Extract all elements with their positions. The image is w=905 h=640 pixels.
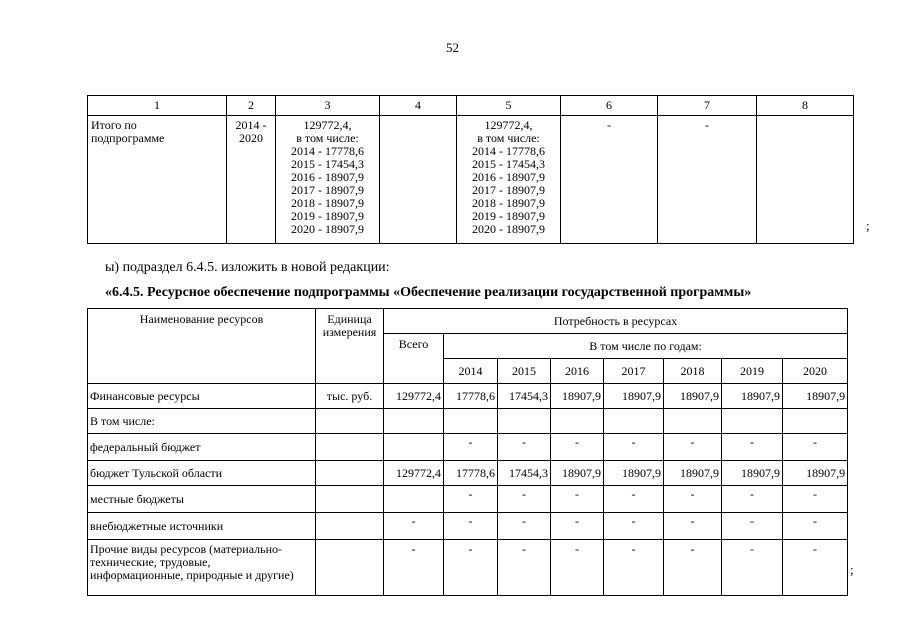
amendment-paragraph: ы) подраздел 6.4.5. изложить в новой редакции: — [105, 260, 390, 275]
row-unit — [316, 513, 384, 540]
total-header: Всего — [384, 334, 444, 384]
row-value: - — [604, 486, 664, 513]
table1-col-header: 1 — [88, 96, 227, 116]
row-total: 129772,4 — [384, 384, 444, 409]
row-value — [551, 409, 604, 434]
row-value: 18907,9 — [604, 461, 664, 486]
row-name: федеральный бюджет — [88, 434, 316, 461]
row-value — [783, 409, 848, 434]
row-value: 18907,9 — [722, 461, 783, 486]
row-value: - — [664, 486, 722, 513]
row-value: - — [551, 434, 604, 461]
table-row — [88, 461, 848, 486]
row-col8 — [757, 116, 854, 244]
row-value: 18907,9 — [551, 461, 604, 486]
year-header: 2015 — [498, 359, 551, 384]
table1-col-header: 2 — [227, 96, 276, 116]
year-header: 2017 — [604, 359, 664, 384]
row-unit: тыс. руб. — [316, 384, 384, 409]
row-name: Прочие виды ресурсов (материально- технические, трудовые, информационные, природные и другие) — [88, 540, 316, 596]
by-years-header: В том числе по годам: — [444, 334, 848, 359]
row-value — [604, 409, 664, 434]
table-row — [88, 486, 848, 513]
row-value: - — [604, 434, 664, 461]
table1-col-header: 4 — [380, 96, 457, 116]
table2-trailing-semicolon: ; — [850, 562, 854, 577]
resource-table — [87, 308, 848, 596]
row-period: 2014 - 2020 — [227, 116, 276, 244]
row-value: - — [444, 486, 498, 513]
row-total: - — [384, 513, 444, 540]
row-value: - — [783, 540, 848, 596]
row-value: - — [551, 486, 604, 513]
row-unit — [316, 461, 384, 486]
row-value — [498, 409, 551, 434]
row-value: - — [498, 513, 551, 540]
row-value: - — [783, 513, 848, 540]
row-total — [384, 434, 444, 461]
table-row — [88, 384, 848, 409]
row-total: - — [384, 540, 444, 596]
row-unit — [316, 409, 384, 434]
row-value: 18907,9 — [604, 384, 664, 409]
row-value: - — [498, 540, 551, 596]
table1-header-row — [88, 96, 854, 116]
row-value: - — [604, 513, 664, 540]
row-unit — [316, 540, 384, 596]
row-value: - — [551, 513, 604, 540]
resources-header: Наименование ресурсов — [88, 309, 316, 384]
row-value: 18907,9 — [664, 384, 722, 409]
row-unit — [316, 434, 384, 461]
row-col5: 129772,4, в том числе: 2014 - 17778,6 2015 - 17454,3 2016 - 18907,9 2017 - 18907,9 2018 - 18907,9 2019 - 18907,9 2020 - 18907,9 — [457, 116, 561, 244]
row-value: - — [722, 540, 783, 596]
table-row — [88, 409, 848, 434]
row-value — [722, 409, 783, 434]
row-value: 17454,3 — [498, 384, 551, 409]
row-value: 17778,6 — [444, 384, 498, 409]
year-header: 2014 — [444, 359, 498, 384]
row-value: - — [722, 513, 783, 540]
row-unit — [316, 486, 384, 513]
row-value: - — [783, 434, 848, 461]
table1-col-header: 5 — [457, 96, 561, 116]
subprogram-total-table — [87, 95, 854, 244]
page-number: 52 — [446, 40, 459, 55]
row-value: - — [722, 486, 783, 513]
row-value: 17778,6 — [444, 461, 498, 486]
table1-col-header: 3 — [276, 96, 380, 116]
unit-header: Единица измерения — [316, 309, 384, 384]
row-name: В том числе: — [88, 409, 316, 434]
row-value — [664, 409, 722, 434]
row-total — [384, 486, 444, 513]
row-value: - — [444, 513, 498, 540]
need-header: Потребность в ресурсах — [384, 309, 848, 334]
row-value: 18907,9 — [551, 384, 604, 409]
table1-col-header: 6 — [561, 96, 658, 116]
table1-col-header: 7 — [658, 96, 757, 116]
row-value: - — [498, 486, 551, 513]
year-header: 2018 — [664, 359, 722, 384]
row-value — [444, 409, 498, 434]
row-col6: - — [561, 116, 658, 244]
row-value: - — [551, 540, 604, 596]
row-value: 18907,9 — [783, 461, 848, 486]
row-value: - — [604, 540, 664, 596]
row-col4 — [380, 116, 457, 244]
row-value: - — [444, 540, 498, 596]
row-value: - — [664, 540, 722, 596]
row-value: - — [722, 434, 783, 461]
table-row — [88, 434, 848, 461]
row-name: внебюджетные источники — [88, 513, 316, 540]
table1-row — [88, 116, 854, 244]
section-heading: «6.4.5. Ресурсное обеспечение подпрограммы «Обеспечение реализации государственной программы» — [105, 285, 752, 300]
row-value: - — [664, 434, 722, 461]
table-row — [88, 513, 848, 540]
year-header: 2020 — [783, 359, 848, 384]
row-value: - — [783, 486, 848, 513]
row-name: местные бюджеты — [88, 486, 316, 513]
row-value: 17454,3 — [498, 461, 551, 486]
year-header: 2016 — [551, 359, 604, 384]
row-name: Итого по подпрограмме — [88, 116, 227, 244]
table-row — [88, 540, 848, 596]
table2-header-row-1 — [88, 309, 848, 334]
row-col7: - — [658, 116, 757, 244]
row-value: - — [664, 513, 722, 540]
row-total: 129772,4 — [384, 461, 444, 486]
table1-trailing-semicolon: ; — [866, 218, 870, 233]
row-value: - — [498, 434, 551, 461]
row-name: Финансовые ресурсы — [88, 384, 316, 409]
row-value: 18907,9 — [664, 461, 722, 486]
year-header: 2019 — [722, 359, 783, 384]
row-value: 18907,9 — [783, 384, 848, 409]
table1-col-header: 8 — [757, 96, 854, 116]
row-value: - — [444, 434, 498, 461]
row-col3: 129772,4, в том числе: 2014 - 17778,6 2015 - 17454,3 2016 - 18907,9 2017 - 18907,9 2018 - 18907,9 2019 - 18907,9 2020 - 18907,9 — [276, 116, 380, 244]
row-total — [384, 409, 444, 434]
row-value: 18907,9 — [722, 384, 783, 409]
row-name: бюджет Тульской области — [88, 461, 316, 486]
